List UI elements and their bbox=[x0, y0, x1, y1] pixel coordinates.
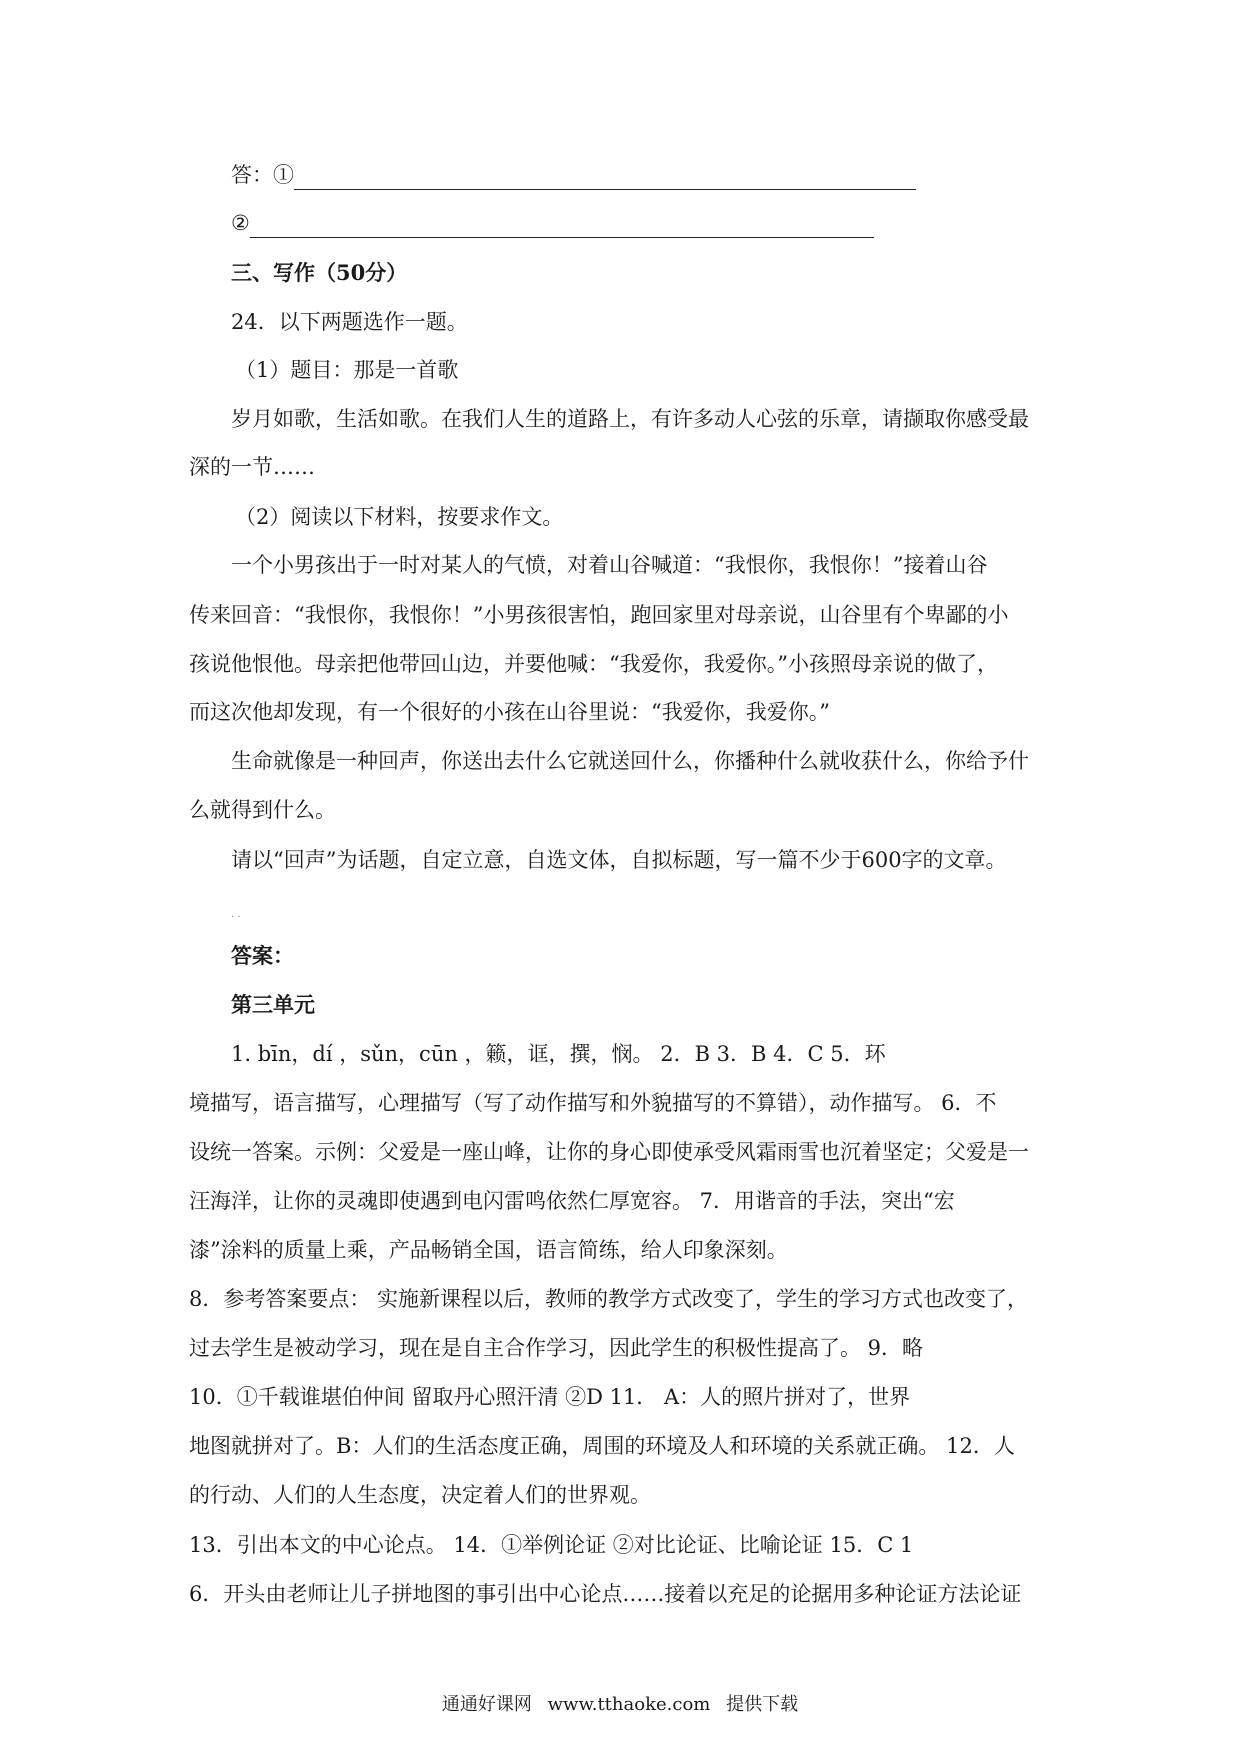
option-1-title: （1）题目：那是一首歌 bbox=[235, 358, 459, 382]
answer-blank-2 bbox=[250, 217, 874, 238]
footer-url[interactable]: www.tthaoke.com bbox=[547, 1694, 711, 1715]
option-1-paragraph: 岁月如歌，生活如歌。在我们人生的道路上，有许多动人心弦的乐章，请撷取你感受最 bbox=[231, 407, 1029, 431]
answer-text-line: 10．①千载谁堪伯仲间 留取丹心照汗清 ②D 11． A：人的照片拼对了，世界 bbox=[189, 1385, 911, 1409]
story-line: 而这次他却发现，有一个很好的小孩在山谷里说：“我爱你，我爱你。” bbox=[189, 700, 830, 724]
writing-instruction: 请以“回声”为话题，自定立意，自选文体，自拟标题，写一篇不少于600字的文章。 bbox=[231, 848, 1007, 872]
answer-text-line: 8．参考答案要点： 实施新课程以后，教师的教学方式改变了，学生的学习方式也改变了， bbox=[189, 1287, 1029, 1311]
life-line: 么就得到什么。 bbox=[189, 798, 336, 822]
answer-text-line: 漆”涂料的质量上乘，产品畅销全国，语言简练，给人印象深刻。 bbox=[189, 1238, 788, 1262]
question-24: 24．以下两题选作一题。 bbox=[231, 310, 468, 334]
section-title: 三、写作（50分） bbox=[231, 260, 408, 285]
answer-text-line: 6．开头由老师让儿子拼地图的事引出中心论点……接着以充足的论据用多种论证方法论证 bbox=[189, 1582, 1022, 1606]
answer-text-line: 13．引出本文的中心论点。 14．①举例论证 ②对比论证、比喻论证 15．C 1 bbox=[189, 1533, 914, 1557]
answer-text-line: 地图就拼对了。B：人们的生活态度正确，周围的环境及人和环境的关系就正确。 12．人 bbox=[189, 1434, 1015, 1458]
footer-suffix: 提供下载 bbox=[726, 1694, 799, 1715]
unit-heading: 第三单元 bbox=[231, 992, 315, 1017]
answer-text-line: 境描写，语言描写，心理描写（写了动作描写和外貌描写的不算错），动作描写。 6．不 bbox=[189, 1091, 997, 1115]
answers-heading: 答案： bbox=[231, 943, 294, 968]
scan-specks: · · bbox=[231, 912, 241, 923]
option-2-title: （2）阅读以下材料，按要求作文。 bbox=[235, 505, 564, 529]
answer-line-1 bbox=[231, 160, 916, 190]
answer-text-line: 的行动、人们的人生态度，决定着人们的世界观。 bbox=[189, 1483, 651, 1507]
story-line: 孩说他恨他。母亲把他带回山边，并要他喊：“我爱你，我爱你。”小孩照母亲说的做了， bbox=[189, 652, 998, 676]
story-line: 传来回音：“我恨你，我恨你！”小男孩很害怕，跑回家里对母亲说，山谷里有个卑鄙的小 bbox=[189, 603, 1009, 627]
option-1-paragraph-cont: 深的一节…… bbox=[189, 455, 315, 479]
answer-text-line: 设统一答案。示例：父爱是一座山峰，让你的身心即使承受风霜雨雪也沉着坚定；父爱是一 bbox=[189, 1140, 1029, 1164]
footer-site-name: 通通好课网 bbox=[441, 1694, 532, 1715]
answer-text-line: 1. bīn，dí ，sǔn，cūn ，籁，诓，撰，悯。 2．B 3．B 4．C 5．环 bbox=[231, 1042, 886, 1066]
life-line: 生命就像是一种回声，你送出去什么它就送回什么，你播种什么就收获什么，你给予什 bbox=[231, 749, 1029, 773]
answer-line-2-label: ② bbox=[231, 211, 250, 235]
answer-line-1-label: 答：① bbox=[231, 163, 294, 187]
story-line: 一个小男孩出于一时对某人的气愤，对着山谷喊道：“我恨你，我恨你！”接着山谷 bbox=[231, 553, 988, 577]
answer-text-line: 过去学生是被动学习，现在是自主合作学习，因此学生的积极性提高了。 9．略 bbox=[189, 1336, 924, 1360]
answer-blank-1 bbox=[294, 169, 916, 190]
answer-line-2 bbox=[231, 208, 874, 238]
answer-text-line: 汪海洋，让你的灵魂即使遇到电闪雷鸣依然仁厚宽容。 7．用谐音的手法，突出“宏 bbox=[189, 1189, 955, 1213]
page-footer bbox=[0, 1690, 1240, 1716]
